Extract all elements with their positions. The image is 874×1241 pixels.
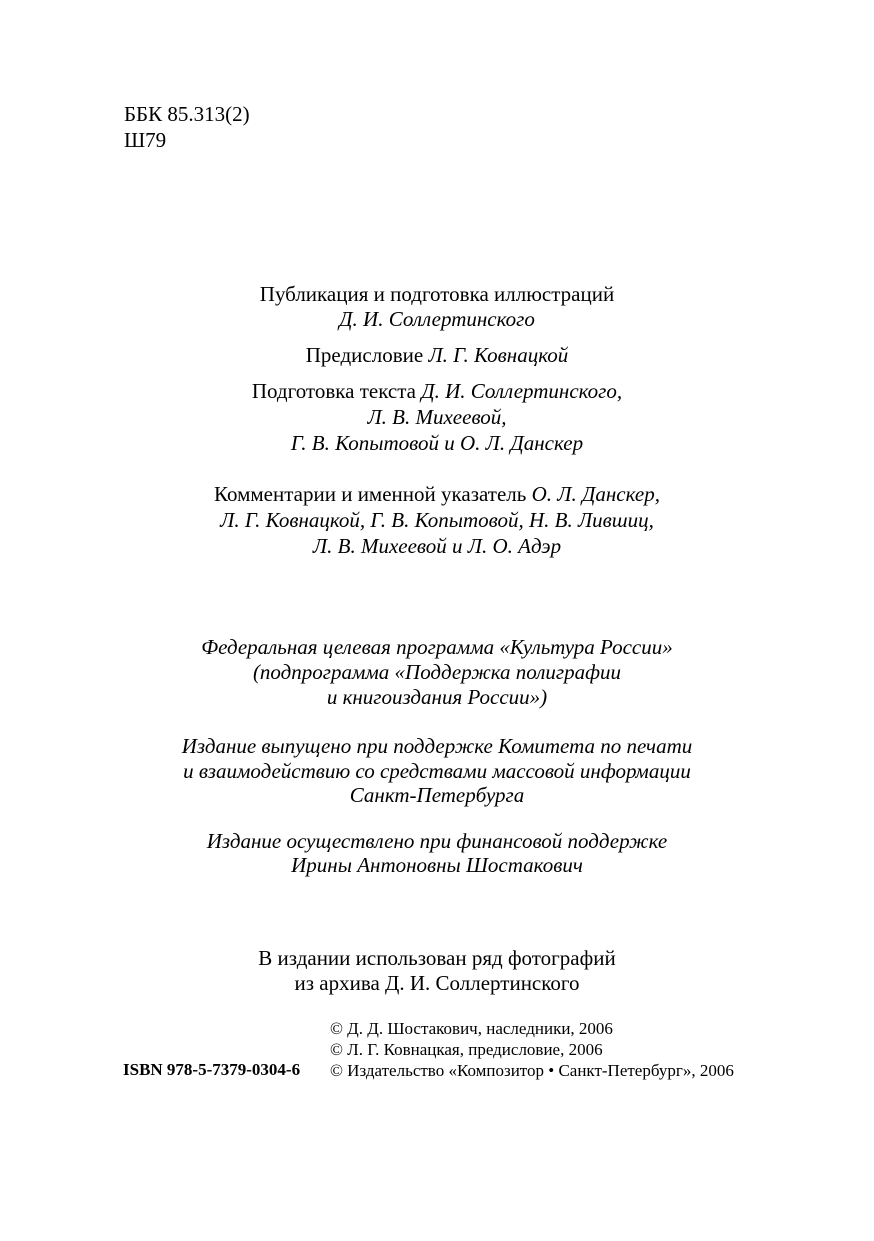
program-line-3: и книгоиздания России») xyxy=(326,685,548,709)
copyright-block xyxy=(330,1018,734,1081)
committee-line-1: Издание выпущено при поддержке Комитета по печати xyxy=(181,734,693,758)
comments-name-1: О. Л. Данскер, xyxy=(531,482,660,506)
text-prep-label: Подготовка текста xyxy=(251,379,416,403)
photos-line-1: В издании использован ряд фотографий xyxy=(258,946,616,970)
program-line-2: (подпрограмма «Поддержка полиграфии xyxy=(252,660,622,684)
text-prep-credit xyxy=(0,378,874,404)
isbn: ISBN 978-5-7379-0304-6 xyxy=(123,1060,301,1079)
copyright-line: © Издательство «Композитор • Санкт-Петербург», 2006 xyxy=(330,1061,734,1080)
committee-line-2: и взаимодействию со средствами массовой информации xyxy=(183,759,691,783)
text-prep-name-3: Г. В. Копытовой и О. Л. Данскер xyxy=(290,431,584,455)
text-prep-name-2: Л. В. Михеевой, xyxy=(367,405,507,429)
publication-credit-name: Д. И. Соллертинского xyxy=(339,307,535,331)
sponsor-line-1: Издание осуществлено при финансовой поддержке xyxy=(206,829,668,853)
copyright-line: © Д. Д. Шостакович, наследники, 2006 xyxy=(330,1019,613,1038)
bbk-code: ББК 85.313(2) xyxy=(124,102,250,126)
comments-credit xyxy=(0,481,874,507)
publication-credit-label: Публикация и подготовка иллюстраций xyxy=(259,282,615,306)
comments-name-3: Л. В. Михеевой и Л. О. Адэр xyxy=(312,534,562,558)
author-sign: Ш79 xyxy=(124,128,167,152)
sponsor-line-2: Ирины Антоновны Шостакович xyxy=(291,853,583,877)
comments-name-2: Л. Г. Ковнацкой, Г. В. Копытовой, Н. В. Лившиц, xyxy=(220,508,654,532)
comments-label: Комментарии и именной указатель xyxy=(214,482,527,506)
text-prep-name-1: Д. И. Соллертинского, xyxy=(421,379,623,403)
preface-label: Предисловие xyxy=(305,343,424,367)
preface-name: Л. Г. Ковнацкой xyxy=(428,343,569,367)
preface-credit xyxy=(0,342,874,368)
program-line-1: Федеральная целевая программа «Культура России» xyxy=(201,635,673,659)
copyright-line: © Л. Г. Ковнацкая, предисловие, 2006 xyxy=(330,1040,603,1059)
photos-line-2: из архива Д. И. Соллертинского xyxy=(294,971,580,995)
committee-line-3: Санкт-Петербурга xyxy=(349,783,525,807)
